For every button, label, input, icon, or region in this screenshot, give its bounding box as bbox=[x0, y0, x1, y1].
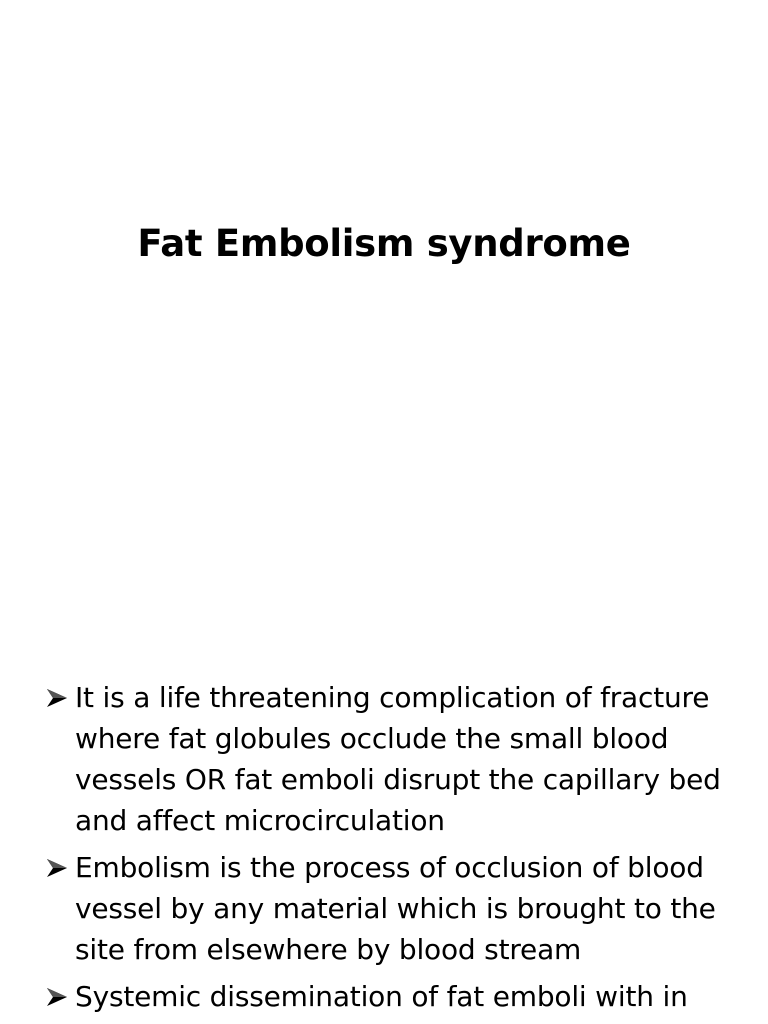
list-item bbox=[46, 847, 746, 970]
slide-title: Fat Embolism syndrome bbox=[137, 222, 631, 265]
arrowhead-bullet-icon bbox=[46, 976, 72, 1017]
list-item bbox=[46, 677, 746, 841]
list-item bbox=[46, 976, 746, 1017]
bullet-text: Embolism is the process of occlusion of blood vessel by any material which is brought to the site from elsewhere by blood stream bbox=[75, 851, 716, 966]
bullet-text: Systemic dissemination of fat emboli with in bbox=[75, 980, 688, 1013]
bullet-text: It is a life threatening complication of fracture where fat globules occlude the small blood vessels OR fat emboli disrupt the capillary bed and affect microcirculation bbox=[75, 681, 721, 837]
arrowhead-bullet-icon bbox=[46, 847, 72, 888]
arrowhead-bullet-icon bbox=[46, 677, 72, 718]
bullet-list bbox=[46, 677, 746, 1023]
